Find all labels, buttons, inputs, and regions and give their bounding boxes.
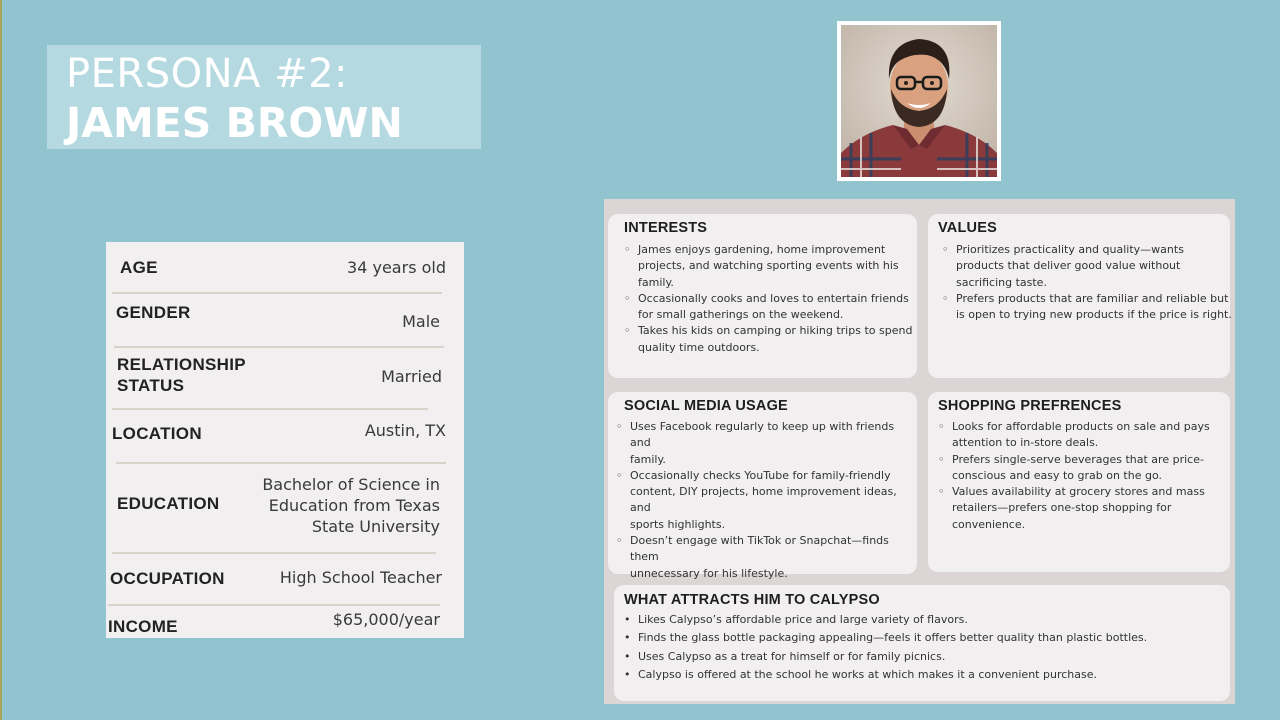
list-item <box>616 468 916 533</box>
list-item-line: conscious and easy to grab on the go. <box>952 468 1162 482</box>
list-item-line: convenience. <box>952 517 1026 531</box>
list-item-line: projects, and watching sporting events with his <box>638 259 899 273</box>
persona-photo <box>837 21 1001 181</box>
relationship-label-line1: RELATIONSHIP <box>117 355 246 374</box>
bullet-icon: ◦ <box>616 468 623 482</box>
bullet-icon: ◦ <box>938 420 945 433</box>
bullet-icon: ◦ <box>938 452 945 466</box>
bullet-icon: • <box>624 667 631 681</box>
relationship-label-line2: STATUS <box>117 376 185 395</box>
divider <box>112 292 442 294</box>
list-item-line: Prefers single-serve beverages that are price- <box>952 452 1204 466</box>
persona-number: PERSONA #2: <box>66 51 349 97</box>
values-list <box>942 242 1232 323</box>
list-item <box>938 419 1228 452</box>
divider <box>108 604 440 606</box>
list-item-line: Finds the glass bottle packaging appealing—feels it offers better quality than plastic bottles. <box>638 631 1148 645</box>
interests-title: INTERESTS <box>624 220 708 236</box>
list-item-line: family. <box>638 275 674 289</box>
list-item-line: unnecessary for his lifestyle. <box>630 566 788 580</box>
list-item <box>624 242 914 291</box>
portrait-image <box>841 25 997 177</box>
social-media-list <box>616 419 916 598</box>
income-value: $65,000/year <box>332 610 440 629</box>
bullet-icon: • <box>624 631 631 645</box>
list-item-line: Values availability at grocery stores and mass <box>952 485 1205 499</box>
list-item <box>616 419 916 468</box>
list-item-line: Calypso is offered at the school he works at which makes it a convenient purchase. <box>638 667 1097 681</box>
list-item-line: Occasionally checks YouTube for family-friendly <box>630 468 891 482</box>
divider <box>114 346 444 348</box>
bullet-icon: • <box>624 649 631 663</box>
bullet-icon: ◦ <box>616 534 623 548</box>
calypso-title: WHAT ATTRACTS HIM TO CALYPSO <box>624 592 880 608</box>
list-item-line: Uses Facebook regularly to keep up with friends and <box>630 420 895 450</box>
persona-title-box <box>47 45 481 149</box>
divider <box>116 462 446 464</box>
list-item-line: quality time outdoors. <box>638 340 760 354</box>
education-value-line1: Bachelor of Science in <box>262 475 440 494</box>
bullet-icon: ◦ <box>942 291 949 305</box>
calypso-card <box>614 585 1230 701</box>
list-item-line: Doesn’t engage with TikTok or Snapchat—finds them <box>630 534 889 564</box>
list-item-line: content, DIY projects, home improvement ideas, and <box>630 485 897 515</box>
bullet-icon: ◦ <box>938 485 945 499</box>
demographics-card <box>106 242 464 638</box>
social-media-card <box>608 392 917 580</box>
calypso-list <box>624 612 1224 685</box>
gender-value: Male <box>402 312 440 331</box>
education-value-line3: State University <box>311 517 440 536</box>
occupation-value: High School Teacher <box>279 568 442 587</box>
list-item-line: Prioritizes practicality and quality—wants <box>956 243 1184 256</box>
shopping-list <box>938 419 1228 533</box>
education-value-line2: Education from Texas <box>268 496 440 515</box>
list-item-line: products that deliver good value without <box>956 259 1181 273</box>
list-item-line: James enjoys gardening, home improvement <box>638 243 886 256</box>
list-item <box>624 323 914 356</box>
list-item-line: for small gatherings on the weekend. <box>638 308 844 322</box>
gender-label: GENDER <box>116 303 191 322</box>
list-item-line: Uses Calypso as a treat for himself or for family picnics. <box>638 649 946 663</box>
location-label: LOCATION <box>112 424 202 443</box>
interests-card <box>608 214 917 378</box>
list-item <box>938 484 1228 533</box>
list-item-line: sacrificing taste. <box>956 275 1047 289</box>
values-title: VALUES <box>938 220 997 236</box>
education-label: EDUCATION <box>117 494 220 513</box>
list-item-line: Likes Calypso’s affordable price and large variety of flavors. <box>638 613 968 626</box>
divider <box>112 552 436 554</box>
list-item <box>942 242 1232 291</box>
list-item-line: attention to in-store deals. <box>952 436 1099 450</box>
interests-list <box>624 242 914 356</box>
list-item-line: is open to trying new products if the price is right. <box>956 308 1232 322</box>
shopping-title: SHOPPING PREFRENCES <box>938 398 1122 414</box>
location-value: Austin, TX <box>364 421 446 440</box>
list-item <box>624 291 914 324</box>
shopping-card <box>928 392 1230 572</box>
bullet-icon: ◦ <box>624 324 631 338</box>
bullet-icon: ◦ <box>616 420 623 433</box>
list-item-line: Occasionally cooks and loves to entertain friends <box>638 291 909 305</box>
relationship-value: Married <box>381 367 442 386</box>
list-item <box>616 533 916 582</box>
list-item <box>942 291 1232 324</box>
divider <box>112 408 428 410</box>
age-label: AGE <box>120 258 158 277</box>
list-item-line: Takes his kids on camping or hiking trips to spend <box>638 324 913 338</box>
list-item <box>624 630 1224 646</box>
occupation-label: OCCUPATION <box>110 569 225 588</box>
social-media-title: SOCIAL MEDIA USAGE <box>624 398 788 414</box>
values-card <box>928 214 1230 378</box>
list-item <box>624 667 1224 683</box>
bullet-icon: ◦ <box>942 243 949 256</box>
list-item-line: retailers—prefers one-stop shopping for <box>952 501 1172 515</box>
bullet-icon: ◦ <box>624 291 631 305</box>
list-item <box>938 452 1228 485</box>
list-item-line: family. <box>630 452 666 466</box>
bullet-icon: ◦ <box>624 243 631 256</box>
persona-name: JAMES BROWN <box>66 99 403 147</box>
list-item <box>624 649 1224 665</box>
bullet-icon: • <box>624 613 631 626</box>
list-item-line: Looks for affordable products on sale and pays <box>952 420 1210 433</box>
list-item <box>624 612 1224 628</box>
income-label: INCOME <box>108 617 178 636</box>
list-item-line: sports highlights. <box>630 517 726 531</box>
persona-details-panel <box>604 199 1235 704</box>
slide-edge <box>0 0 2 720</box>
list-item-line: Prefers products that are familiar and reliable but <box>956 291 1229 305</box>
age-value: 34 years old <box>347 258 446 277</box>
